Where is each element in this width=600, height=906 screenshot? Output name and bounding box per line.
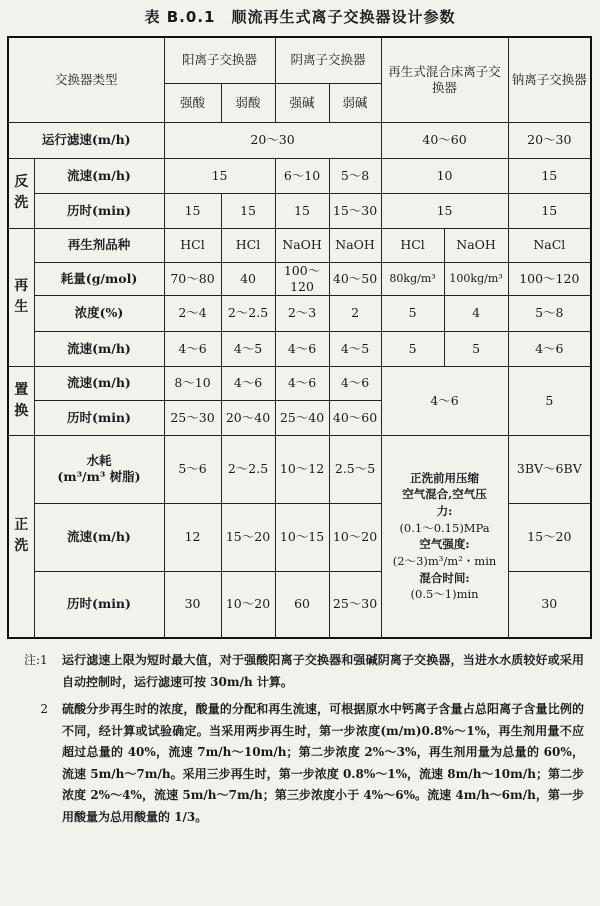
note-line: (2～3)m³/m²・min (392, 553, 497, 568)
note-item (24, 699, 584, 828)
cell: 4～6 (275, 366, 329, 400)
cell: 2 (329, 295, 381, 331)
note-text: 硫酸分步再生时的浓度，酸量的分配和再生流速，可根据原水中钙离子含量占总阳离子含量比例的不同，经计算或试验确定。当采用两步再生时，第一步浓度(m/m)0.8%～1%，再生剂用量不应超过总量的 40%，流速 7m/h～10m/h；第二步浓度 2%～3%，再生剂用量为总量的 60%，流速 5m/h～7m/h。采用三步再生时，第一步浓度 0.8%～1%，流速 8m/h～10m/h；第二步浓度 2%～4%，流速 5m/h～7m/h；第三步浓度小于 4%～6%。流速 4m/h～6m/h，第一步用酸量为总用酸量的 1/3。 (62, 702, 584, 824)
header-anion: 阴离子交换器 (275, 37, 381, 83)
table-row (8, 122, 591, 158)
row-label (34, 435, 164, 503)
cell: 15～20 (221, 503, 275, 571)
note-line: 空气强度: (419, 537, 470, 552)
cell: 15 (275, 193, 329, 228)
header-sodium: 钠离子交换器 (508, 37, 591, 122)
cell: 4～5 (329, 331, 381, 366)
cell: 20～40 (221, 400, 275, 435)
mixed-rinse-note (381, 435, 508, 638)
cell: 15～30 (329, 193, 381, 228)
cell: 4～5 (221, 331, 275, 366)
cell: 10～15 (275, 503, 329, 571)
cell: 6～10 (275, 158, 329, 193)
cell: 2～2.5 (221, 435, 275, 503)
note-line: 空气混合,空气压 (402, 487, 487, 502)
cell: 30 (164, 571, 221, 638)
header-strong-acid: 强酸 (164, 83, 221, 122)
table-row (8, 331, 591, 366)
cell: 15 (221, 193, 275, 228)
cell: 4～6 (329, 366, 381, 400)
note-prefix: 注: (24, 653, 41, 667)
cell: 100kg/m³ (444, 262, 508, 295)
note-line: 混合时间: (419, 570, 470, 585)
header-weak-base: 弱碱 (329, 83, 381, 122)
header-strong-base: 强碱 (275, 83, 329, 122)
table-row (8, 193, 591, 228)
header-type: 交换器类型 (8, 37, 164, 122)
cell: 10～20 (329, 503, 381, 571)
cell: 15 (508, 193, 591, 228)
row-label: 再生剂品种 (34, 228, 164, 262)
row-label: 浓度(%) (34, 295, 164, 331)
table-row (8, 366, 591, 400)
cell: 5 (381, 331, 444, 366)
group-label-regen: 再生 (8, 228, 34, 366)
row-label: 耗量(g/mol) (34, 262, 164, 295)
cell: 40～60 (329, 400, 381, 435)
cell: 20～30 (164, 122, 381, 158)
row-label: 流速(m/h) (34, 331, 164, 366)
cell: 25～30 (329, 571, 381, 638)
row-label: 流速(m/h) (34, 366, 164, 400)
table-row (8, 295, 591, 331)
cell: 25～40 (275, 400, 329, 435)
cell: 4～6 (381, 366, 508, 435)
group-label-rinse: 正洗 (8, 435, 34, 638)
note-line: (0.1～0.15)MPa (399, 520, 490, 535)
note-line: (0.5～1)min (410, 587, 479, 602)
cell: 2～4 (164, 295, 221, 331)
cell: 4～6 (164, 331, 221, 366)
note-line: 力: (436, 503, 453, 518)
cell: 15 (381, 193, 508, 228)
notes (24, 650, 584, 828)
cell: 10 (381, 158, 508, 193)
cell: 25～30 (164, 400, 221, 435)
header-weak-acid: 弱酸 (221, 83, 275, 122)
note-index: 1 (40, 653, 48, 667)
cell: 80kg/m³ (381, 262, 444, 295)
cell: HCl (221, 228, 275, 262)
table-row (8, 435, 591, 503)
cell: 10～12 (275, 435, 329, 503)
cell: HCl (164, 228, 221, 262)
cell: 3BV～6BV (508, 435, 591, 503)
table-row (8, 158, 591, 193)
table-row (8, 262, 591, 295)
cell: 20～30 (508, 122, 591, 158)
row-label: 历时(min) (34, 400, 164, 435)
cell: 15～20 (508, 503, 591, 571)
header-mixed: 再生式混合床离子交换器 (381, 37, 508, 122)
cell: 5 (381, 295, 444, 331)
table-row (8, 37, 591, 83)
cell: HCl (381, 228, 444, 262)
cell: 5～6 (164, 435, 221, 503)
cell: 15 (164, 193, 221, 228)
cell: NaOH (329, 228, 381, 262)
cell: 15 (164, 158, 275, 193)
cell: 15 (508, 158, 591, 193)
note-text: 运行滤速上限为短时最大值，对于强酸阳离子交换器和强碱阴离子交换器，当进水水质较好或采用自动控制时，运行滤速可按 30m/h 计算。 (62, 653, 584, 689)
cell: 4 (444, 295, 508, 331)
cell: 2～3 (275, 295, 329, 331)
row-label: 历时(min) (34, 193, 164, 228)
page-title: 表 B.0.1 顺流再生式离子交换器设计参数 (144, 8, 456, 26)
cell: 100～120 (275, 262, 329, 295)
row-label-line: (m³/m³ 树脂) (57, 469, 141, 484)
cell: 100～120 (508, 262, 591, 295)
header-cation: 阳离子交换器 (164, 37, 275, 83)
cell: 70～80 (164, 262, 221, 295)
cell: 8～10 (164, 366, 221, 400)
design-parameter-table (7, 36, 592, 639)
cell: 4～6 (221, 366, 275, 400)
cell: 10～20 (221, 571, 275, 638)
cell: 4～6 (508, 331, 591, 366)
cell: 5～8 (329, 158, 381, 193)
note-line: 正洗前用压缩 (410, 470, 480, 485)
cell: 5～8 (508, 295, 591, 331)
note-item (24, 650, 584, 693)
row-label: 流速(m/h) (34, 503, 164, 571)
table-row (8, 228, 591, 262)
group-label-displace: 置换 (8, 366, 34, 435)
cell: 60 (275, 571, 329, 638)
cell: 40～60 (381, 122, 508, 158)
row-label-line: 水耗 (86, 453, 112, 469)
cell: 4～6 (275, 331, 329, 366)
note-number (24, 650, 62, 693)
cell: NaOH (275, 228, 329, 262)
row-label: 运行滤速(m/h) (8, 122, 164, 158)
row-label: 历时(min) (34, 571, 164, 638)
cell: 30 (508, 571, 591, 638)
cell: 40 (221, 262, 275, 295)
note-index: 2 (40, 702, 48, 716)
cell: NaCl (508, 228, 591, 262)
cell: 5 (444, 331, 508, 366)
cell: 2.5～5 (329, 435, 381, 503)
cell: NaOH (444, 228, 508, 262)
cell: 12 (164, 503, 221, 571)
group-label-backwash: 反洗 (8, 158, 34, 228)
cell: 40～50 (329, 262, 381, 295)
row-label: 流速(m/h) (34, 158, 164, 193)
cell: 5 (508, 366, 591, 435)
cell: 2～2.5 (221, 295, 275, 331)
